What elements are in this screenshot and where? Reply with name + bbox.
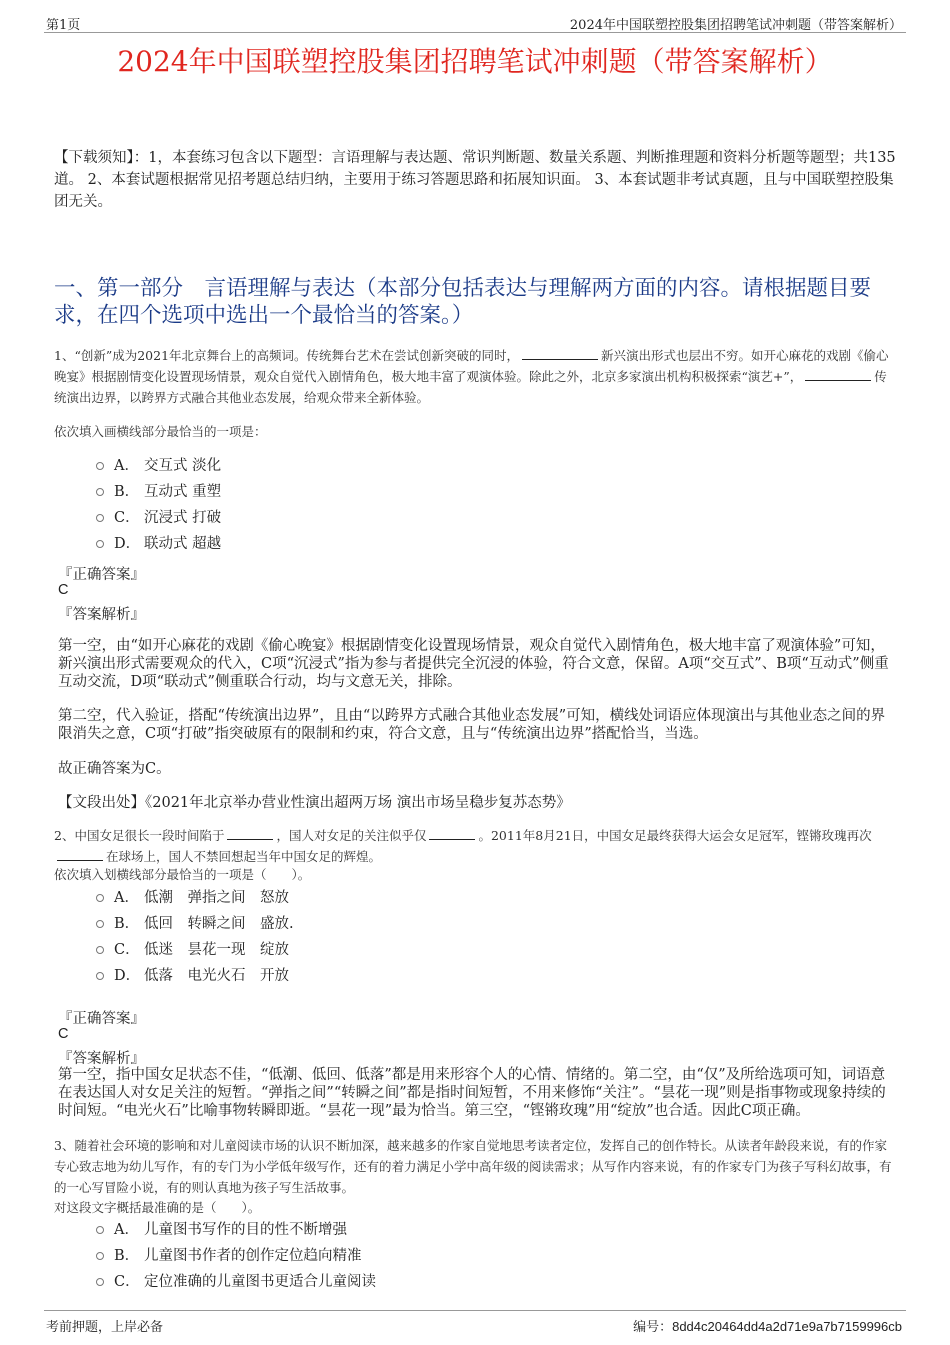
question-2-prompt: 依次填入划横线部分最恰当的一项是（ ）。 (54, 867, 311, 882)
option-c[interactable]: C． 沉浸式 打破 (96, 505, 221, 531)
passage-source: 【文段出处】《2021年北京举办营业性演出超两万场 演出市场呈稳步复苏态势》 (58, 795, 571, 811)
radio-icon[interactable] (96, 1278, 104, 1286)
analysis-conclusion: 故正确答案为C。 (58, 761, 171, 777)
option-b[interactable]: B． 互动式 重塑 (96, 479, 221, 505)
footer-code: 编号：8dd4c20464dd4a2d71e9a7b7159996cb (633, 1319, 902, 1335)
question-1-stem: 1、“创新”成为2021年北京舞台上的高频词。传统舞台艺术在尝试创新突破的同时， 新兴演出形式也层出不穷。如开心麻花的戏剧《偷心晚宴》根据剧情变化设置现场情景，观众自觉代入剧情角色，极大地丰富了观演体验。除此之外，北京多家演出机构积极探索“演艺+”， 传统演出边界，以跨界方式融合其他业态发展，给观众带来全新体验。 (54, 348, 889, 405)
option-b[interactable]: B． 儿童图书作者的创作定位趋向精准 (96, 1243, 376, 1269)
analysis-label: 『答案解析』 (58, 607, 145, 623)
radio-icon[interactable] (96, 514, 104, 522)
question-1-options (96, 453, 221, 557)
radio-icon[interactable] (96, 920, 104, 928)
option-c[interactable]: C． 定位准确的儿童图书更适合儿童阅读 (96, 1269, 376, 1295)
radio-icon[interactable] (96, 894, 104, 902)
radio-icon[interactable] (96, 540, 104, 548)
answer-blank (429, 826, 475, 840)
option-a[interactable]: A． 交互式 淡化 (96, 453, 221, 479)
question-3-stem: 3、随着社会环境的影响和对儿童阅读市场的认识不断加深，越来越多的作家自觉地思考读者定位，发挥自己的创作特长。从读者年龄段来说，有的作家专心致志地为幼儿写作，有的专门为小学低年级写作，还有的着力满足小学中高年级的阅读需求；从写作内容来说，有的作家专门为孩子写科幻故事，有的一心写冒险小说，有的则认真地为孩子写生活故事。 (54, 1138, 892, 1195)
radio-icon[interactable] (96, 972, 104, 980)
question-2-options (96, 885, 294, 989)
option-a[interactable]: A． 低潮 弹指之间 怒放 (96, 885, 294, 911)
page-footer (44, 1310, 906, 1337)
radio-icon[interactable] (96, 462, 104, 470)
answer-blank (227, 826, 273, 840)
correct-answer: C (58, 582, 69, 598)
header-doc-title: 2024年中国联塑控股集团招聘笔试冲刺题（带答案解析） (569, 18, 902, 33)
radio-icon[interactable] (96, 1252, 104, 1260)
analysis-paragraph: 第一空，由“如开心麻花的戏剧《偷心晚宴》根据剧情变化设置现场情景，观众自觉代入剧情角色，极大地丰富了观演体验”可知，新兴演出形式需要观众的代入，C项“沉浸式”指为参与者提供完全沉浸的体验，符合文意，保留。A项“交互式”、B项“互动式”侧重互动交流，D项“联动式”侧重联合行动，均与文意无关，排除。 (58, 638, 889, 690)
correct-answer-label: 『正确答案』 (58, 1011, 145, 1027)
option-c[interactable]: C． 低迷 昙花一现 绽放 (96, 937, 294, 963)
question-3-prompt: 对这段文字概括最准确的是（ ）。 (54, 1200, 261, 1215)
download-notice: 【下载须知】：1，本套练习包含以下题型：言语理解与表达题、常识判断题、数量关系题、判断推理题和资料分析题等题型；共135道。 2、本套试题根据常见招考题总结归纳，主要用于练习答题思路和拓展知识面。 3、本套试题非考试真题，且与中国联塑控股集团无关。 (54, 150, 896, 210)
analysis-label: 『答案解析』 (58, 1051, 145, 1067)
page-header (44, 12, 906, 33)
question-1-prompt: 依次填入画横线部分最恰当的一项是： (54, 424, 267, 439)
option-d[interactable]: D． 联动式 超越 (96, 531, 221, 557)
radio-icon[interactable] (96, 1226, 104, 1234)
correct-answer-label: 『正确答案』 (58, 567, 145, 583)
option-a[interactable]: A． 儿童图书写作的目的性不断增强 (96, 1217, 376, 1243)
answer-blank (805, 367, 871, 381)
radio-icon[interactable] (96, 488, 104, 496)
section-heading: 一、第一部分 言语理解与表达（本部分包括表达与理解两方面的内容。请根据题目要求，在四个选项中选出一个最恰当的答案。） (54, 276, 872, 328)
option-b[interactable]: B． 低回 转瞬之间 盛放. (96, 911, 294, 937)
correct-answer: C (58, 1026, 69, 1042)
question-3-options (96, 1217, 376, 1295)
radio-icon[interactable] (96, 946, 104, 954)
footer-slogan: 考前押题，上岸必备 (46, 1320, 164, 1335)
option-d[interactable]: D． 低落 电光火石 开放 (96, 963, 294, 989)
analysis-paragraph: 第一空，指中国女足状态不佳，“低潮、低回、低落”都是用来形容个人的心情、情绪的。第二空，由“仅”及所给选项可知，词语意在表达国人对女足关注的短暂。“弹指之间”“转瞬之间”都是指时间短暂，不用来修饰“关注”。“昙花一现”则是指事物或现象持续的时间短。“电光火石”比喻事物转瞬即逝。“昙花一现”最为恰当。第三空，“铿锵玫瑰”用“绽放”也合适。因此C项正确。 (58, 1067, 886, 1119)
document-title: 2024年中国联塑控股集团招聘笔试冲刺题（带答案解析） (117, 45, 833, 78)
page-number: 第1页 (46, 18, 81, 33)
question-2-stem: 2、中国女足很长一段时间陷于 ，国人对女足的关注似乎仅 。2011年8月21日，中国女足最终获得大运会女足冠军，铿锵玫瑰再次在球场上，国人不禁回想起当年中国女足的辉煌。 (54, 828, 872, 864)
answer-blank (522, 346, 598, 360)
analysis-paragraph: 第二空，代入验证，搭配“传统演出边界”，且由“以跨界方式融合其他业态发展”可知，横线处词语应体现演出与其他业态之间的界限消失之意，C项“打破”指突破原有的限制和约束，符合文意，且与“传统演出边界”搭配恰当，当选。 (58, 708, 886, 742)
answer-blank (57, 847, 103, 861)
